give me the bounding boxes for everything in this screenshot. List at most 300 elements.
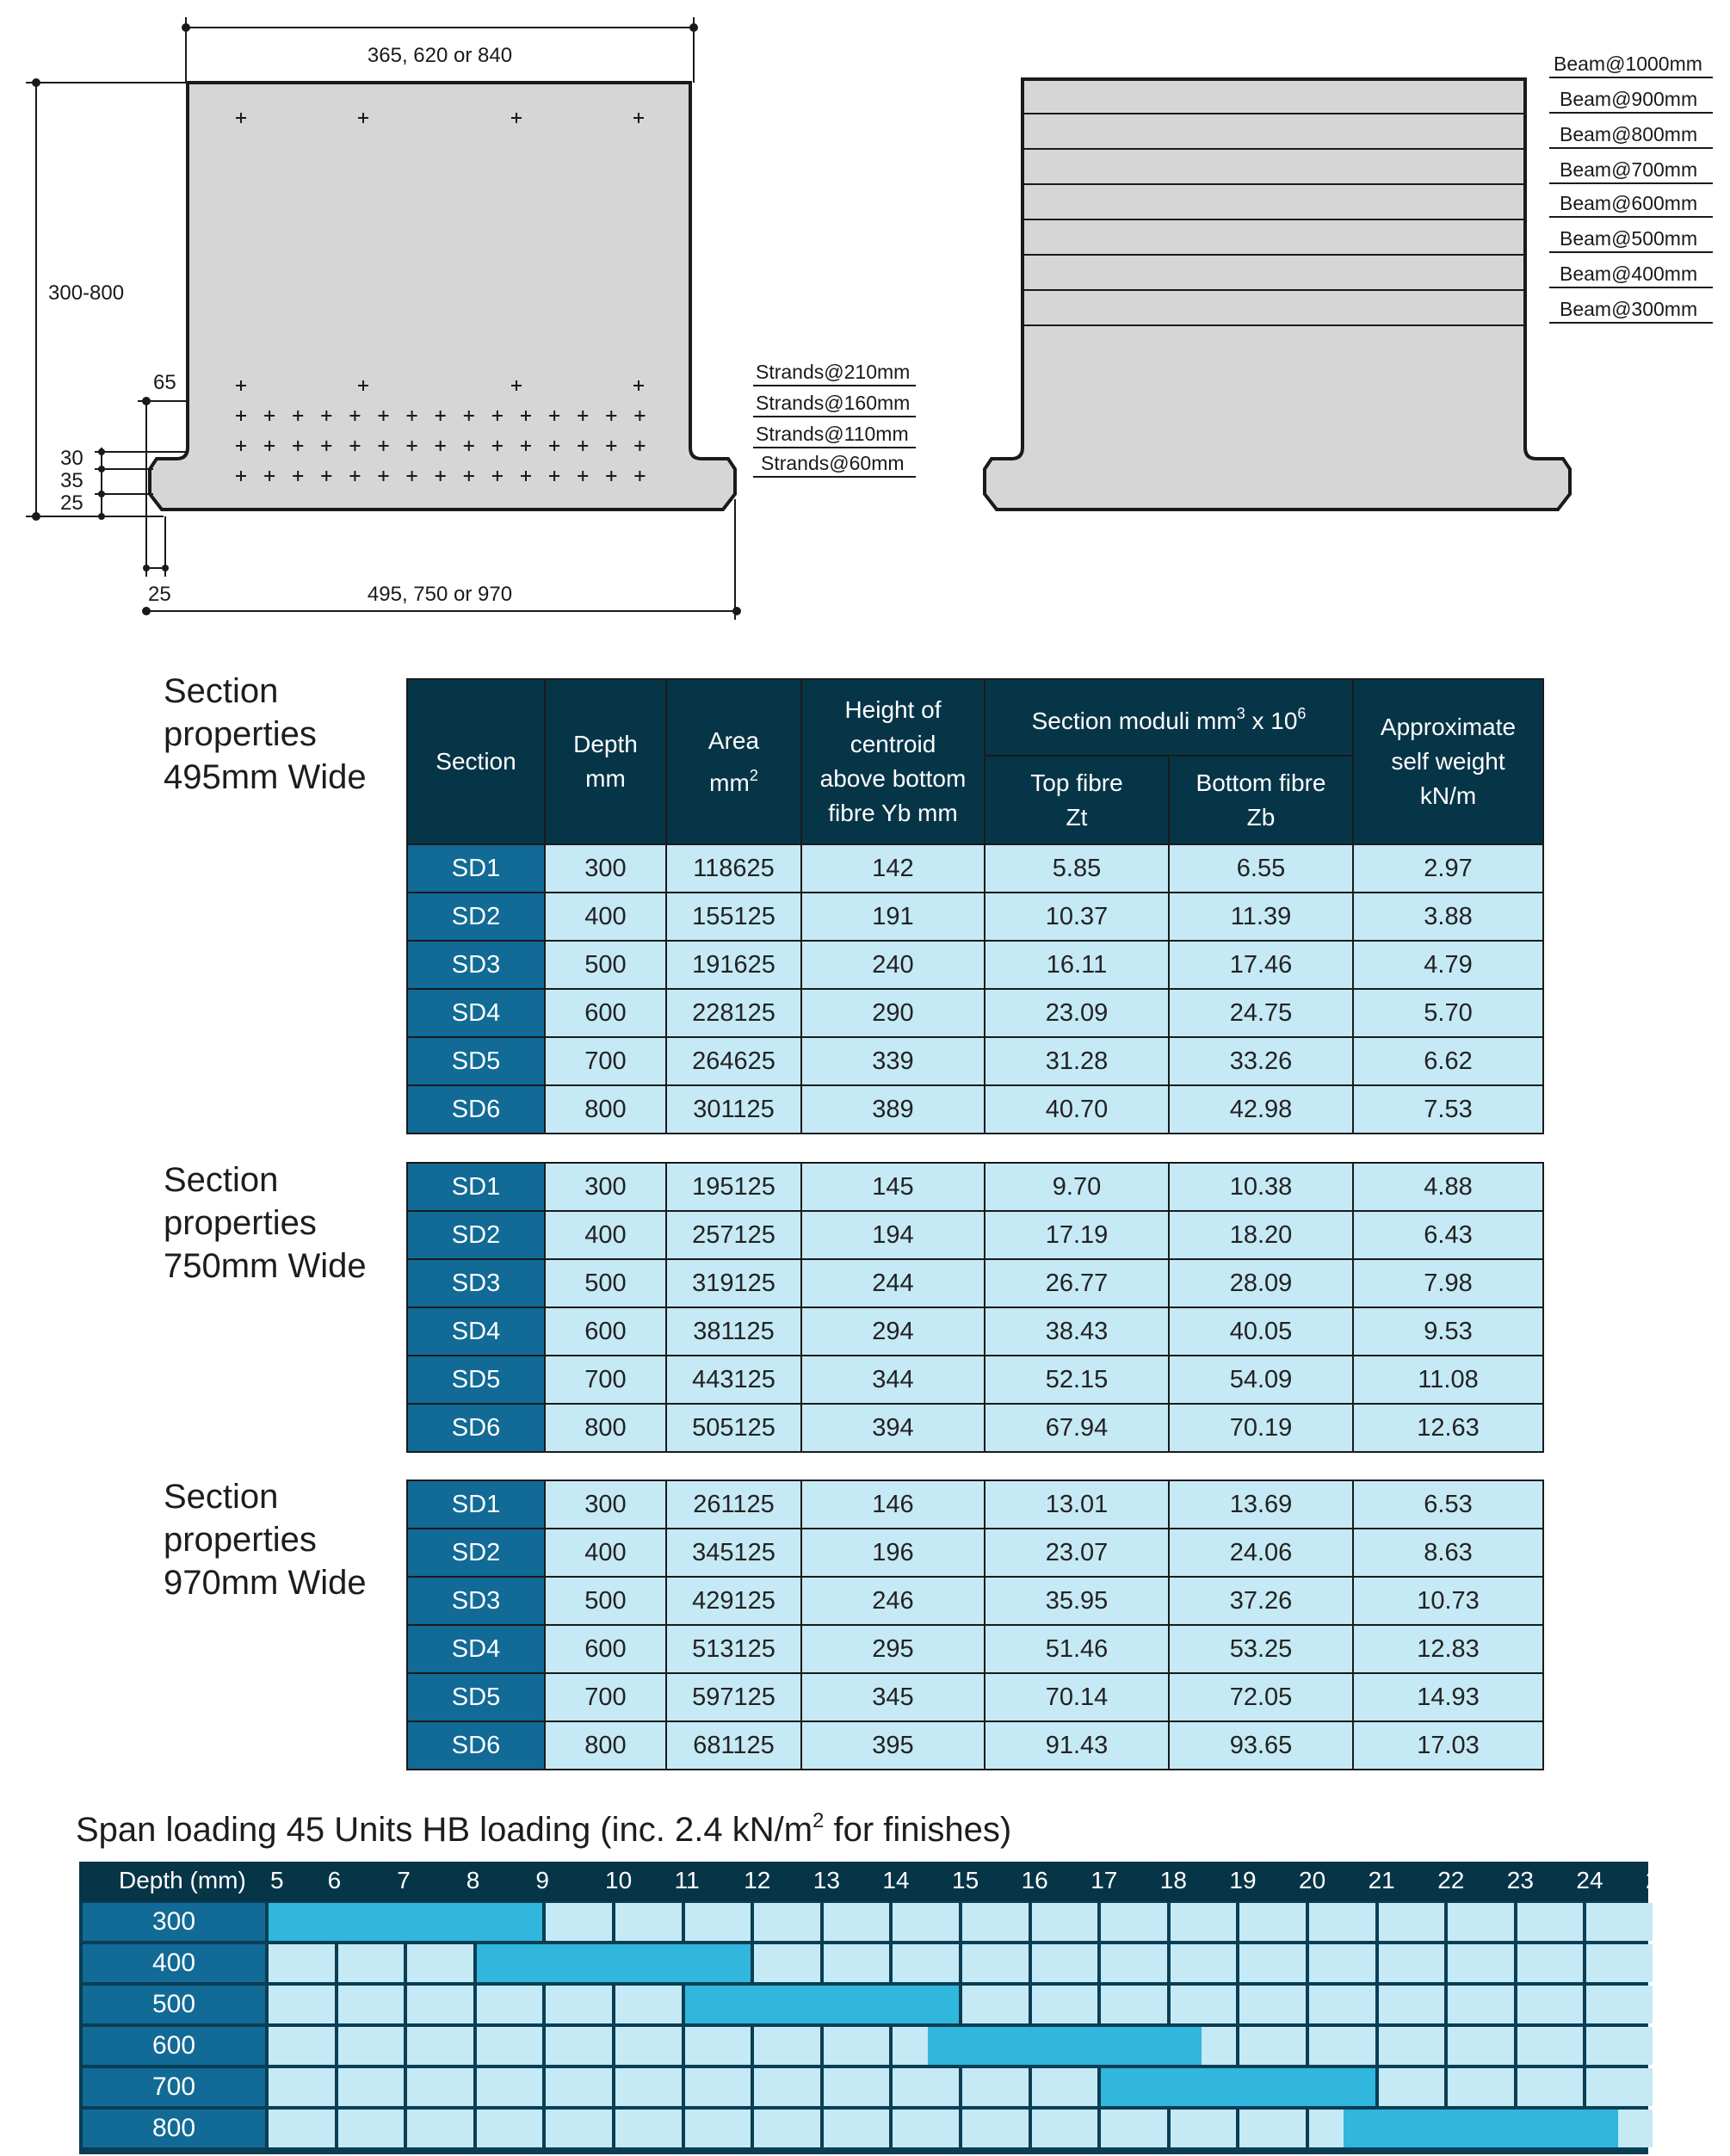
table-cell: 345125	[666, 1529, 801, 1577]
span-tick-label: 19	[1229, 1867, 1257, 1893]
section-id-cell: SD2	[407, 1529, 545, 1577]
table-row	[407, 1404, 1543, 1452]
table-row	[407, 1163, 1543, 1211]
table-cell: 53.25	[1169, 1625, 1353, 1673]
span-cell	[1586, 1903, 1653, 1941]
table-cell: 23.09	[985, 989, 1169, 1037]
table-cell: 196	[801, 1529, 985, 1577]
span-cell	[1239, 2110, 1306, 2147]
col-header-section-moduli: Section moduli $mm^3$ x $10^6$	[985, 679, 1353, 756]
span-cell	[962, 2068, 1029, 2106]
table-cell: 72.05	[1169, 1673, 1353, 1721]
span-cell	[754, 1944, 820, 1982]
table-cell: 13.69	[1169, 1480, 1353, 1529]
table-cell: 3.88	[1353, 893, 1543, 941]
span-cell	[1101, 1986, 1167, 2023]
span-cell	[1448, 2027, 1514, 2065]
span-cell	[477, 2110, 543, 2147]
table-row	[407, 893, 1543, 941]
span-tick-label: 22	[1437, 1867, 1465, 1893]
span-tick-label: 23	[1506, 1867, 1534, 1893]
span-cell	[685, 2027, 751, 2065]
span-range-bar	[1101, 2068, 1375, 2106]
table-cell: 35.95	[985, 1577, 1169, 1625]
span-range-bar	[928, 2027, 1202, 2065]
table-row	[407, 1529, 1543, 1577]
table-cell: 600	[545, 989, 666, 1037]
section-id-cell: SD3	[407, 1259, 545, 1307]
span-cell	[1379, 1944, 1445, 1982]
top-width-label: 365, 620 or 840	[367, 44, 513, 67]
span-cell	[1517, 2027, 1584, 2065]
span-cell	[546, 2110, 612, 2147]
beam-label-900: Beam@900mm	[1560, 88, 1698, 110]
table-cell: 17.19	[985, 1211, 1169, 1259]
span-cell	[269, 2068, 335, 2106]
table-cell: 12.83	[1353, 1625, 1543, 1673]
table-cell: 24.06	[1169, 1529, 1353, 1577]
beam-label-400: Beam@400mm	[1560, 263, 1698, 285]
col-header-self-weight: Approximate self weight kN/m	[1353, 679, 1543, 844]
table-cell: 17.46	[1169, 941, 1353, 989]
table-cell: 389	[801, 1085, 985, 1134]
span-tick-label: 15	[952, 1867, 979, 1893]
table-cell: 345	[801, 1673, 985, 1721]
table-cell: 70.19	[1169, 1404, 1353, 1452]
table-cell: 28.09	[1169, 1259, 1353, 1307]
table-cell: 500	[545, 1259, 666, 1307]
table-cell: 31.28	[985, 1037, 1169, 1085]
table-cell: 8.63	[1353, 1529, 1543, 1577]
span-cell	[477, 2027, 543, 2065]
table-cell: 12.63	[1353, 1404, 1543, 1452]
span-cell	[1448, 1944, 1514, 1982]
span-cell	[754, 2027, 820, 2065]
span-cell	[615, 2068, 682, 2106]
table-cell: 500	[545, 941, 666, 989]
beam-label-800: Beam@800mm	[1560, 123, 1698, 145]
table-row	[407, 1259, 1543, 1307]
table-row	[407, 1037, 1543, 1085]
table-cell: 294	[801, 1307, 985, 1356]
span-cell	[1379, 2068, 1445, 2106]
span-tick-label: 5	[270, 1867, 284, 1893]
section-id-cell: SD5	[407, 1673, 545, 1721]
table-cell: 228125	[666, 989, 801, 1037]
span-cell	[1171, 2110, 1237, 2147]
table-cell: 16.11	[985, 941, 1169, 989]
span-cell	[1309, 2027, 1375, 2065]
span-cell	[1239, 1986, 1306, 2023]
span-cell	[338, 1944, 405, 1982]
span-cell	[1239, 2027, 1306, 2065]
table-cell: 700	[545, 1037, 666, 1085]
span-cell	[546, 1986, 612, 2023]
span-cell	[824, 2068, 890, 2106]
span-cell	[824, 2027, 890, 2065]
table-cell: 191625	[666, 941, 801, 989]
table-cell: 4.79	[1353, 941, 1543, 989]
span-cell	[962, 1903, 1029, 1941]
span-cell	[1032, 1944, 1098, 1982]
depth-row-label: 300	[83, 1903, 265, 1941]
table-row	[407, 1721, 1543, 1770]
span-tick-label: 14	[882, 1867, 910, 1893]
section-id-cell: SD6	[407, 1721, 545, 1770]
span-range-bar	[685, 1986, 959, 2023]
span-cell	[1309, 1944, 1375, 1982]
span-tick-label: 6	[327, 1867, 342, 1893]
span-cell	[338, 2068, 405, 2106]
section-title-495: Section properties 495mm Wide	[164, 672, 367, 796]
table-cell: 6.43	[1353, 1211, 1543, 1259]
span-cell	[685, 2110, 751, 2147]
span-cell	[893, 2068, 959, 2106]
span-cell	[893, 2110, 959, 2147]
beam-label-700: Beam@700mm	[1560, 158, 1698, 181]
table-cell: 700	[545, 1356, 666, 1404]
section-id-cell: SD6	[407, 1404, 545, 1452]
table-cell: 505125	[666, 1404, 801, 1452]
table-cell: 264625	[666, 1037, 801, 1085]
span-cell	[1517, 1944, 1584, 1982]
depth-row-label: 700	[83, 2068, 265, 2106]
span-cell	[1101, 2110, 1167, 2147]
table-cell: 261125	[666, 1480, 801, 1529]
table-cell: 7.53	[1353, 1085, 1543, 1134]
table-row	[407, 1673, 1543, 1721]
span-cell	[477, 2068, 543, 2106]
beam-label-500: Beam@500mm	[1560, 227, 1698, 250]
section-properties-table-495	[406, 678, 1544, 1134]
table-cell: 9.53	[1353, 1307, 1543, 1356]
table-cell: 429125	[666, 1577, 801, 1625]
dim-25-bottom-label: 25	[148, 583, 171, 606]
col-header-top-fibre: Top fibre Zt	[985, 756, 1169, 844]
dim-25-label: 25	[60, 491, 83, 515]
span-cell	[615, 2027, 682, 2065]
table-cell: 257125	[666, 1211, 801, 1259]
table-cell: 155125	[666, 893, 801, 941]
beam-section-diagram	[0, 0, 947, 637]
dim-35-label: 35	[60, 469, 83, 492]
table-cell: 33.26	[1169, 1037, 1353, 1085]
col-header-bottom-fibre: Bottom fibre Zb	[1169, 756, 1353, 844]
span-cell	[407, 1944, 473, 1982]
span-cell	[754, 1903, 820, 1941]
span-cell	[1032, 1986, 1098, 2023]
table-cell: 400	[545, 893, 666, 941]
section-id-cell: SD4	[407, 1625, 545, 1673]
span-loading-header	[79, 1862, 1673, 1901]
span-range-bar	[477, 1944, 751, 1982]
table-cell: 800	[545, 1085, 666, 1134]
span-cell	[1309, 1986, 1375, 2023]
col-header-section: Section	[407, 679, 545, 844]
span-cell	[615, 2110, 682, 2147]
dim-30-label: 30	[60, 447, 83, 470]
table-cell: 93.65	[1169, 1721, 1353, 1770]
span-cell	[615, 1986, 682, 2023]
table-cell: 52.15	[985, 1356, 1169, 1404]
table-cell: 300	[545, 1480, 666, 1529]
span-cell	[962, 1944, 1029, 1982]
table-cell: 11.39	[1169, 893, 1353, 941]
span-cell	[1101, 1903, 1167, 1941]
table-cell: 394	[801, 1404, 985, 1452]
col-header-centroid-height: Height of centroid above bottom fibre Yb mm	[801, 679, 985, 844]
span-cell	[754, 2068, 820, 2106]
table-cell: 2.97	[1353, 844, 1543, 893]
section-id-cell: SD4	[407, 989, 545, 1037]
table-row	[407, 1356, 1543, 1404]
table-cell: 300	[545, 1163, 666, 1211]
table-cell: 38.43	[985, 1307, 1169, 1356]
depth-header-label: Depth (mm)	[119, 1867, 246, 1893]
span-cell	[407, 2068, 473, 2106]
table-cell: 18.20	[1169, 1211, 1353, 1259]
table-cell: 400	[545, 1529, 666, 1577]
span-cell	[546, 2027, 612, 2065]
beam-label-600: Beam@600mm	[1560, 192, 1698, 214]
span-tick-label: 7	[397, 1867, 411, 1893]
strand-label-110: Strands@110mm	[756, 423, 909, 445]
span-cell	[962, 1986, 1029, 2023]
span-cell	[546, 2068, 612, 2106]
span-tick-label: 11	[674, 1867, 700, 1893]
table-cell: 10.38	[1169, 1163, 1353, 1211]
beam-depth-diagram	[947, 0, 1730, 534]
span-tick-label: 24	[1576, 1867, 1603, 1893]
span-cell	[1448, 1903, 1514, 1941]
span-cell	[1239, 1903, 1306, 1941]
table-cell: 5.70	[1353, 989, 1543, 1037]
span-tick-label: 10	[605, 1867, 633, 1893]
table-cell: 6.62	[1353, 1037, 1543, 1085]
table-cell: 597125	[666, 1673, 801, 1721]
span-tick-label: 20	[1299, 1867, 1326, 1893]
span-cell	[1448, 2068, 1514, 2106]
span-tick-label: 13	[812, 1867, 840, 1893]
depth-row-label: 600	[83, 2027, 265, 2065]
span-cell	[1517, 1903, 1584, 1941]
span-cell	[824, 2110, 890, 2147]
col-header-area: Area $mm^2$	[666, 679, 801, 844]
span-cell	[685, 2068, 751, 2106]
table-cell: 300	[545, 844, 666, 893]
span-tick-label: 25	[1646, 1867, 1673, 1893]
dim-65-label: 65	[153, 371, 176, 394]
span-cell	[1517, 2068, 1584, 2106]
table-cell: 70.14	[985, 1673, 1169, 1721]
section-id-cell: SD1	[407, 1163, 545, 1211]
span-cell	[1448, 1986, 1514, 2023]
span-cell	[477, 1986, 543, 2023]
span-cell	[1171, 1986, 1237, 2023]
table-cell: 23.07	[985, 1529, 1169, 1577]
section-id-cell: SD2	[407, 893, 545, 941]
table-cell: 443125	[666, 1356, 801, 1404]
section-id-cell: SD3	[407, 1577, 545, 1625]
table-cell: 600	[545, 1625, 666, 1673]
span-cell	[893, 1944, 959, 1982]
span-cell	[338, 2110, 405, 2147]
span-cell	[1379, 1986, 1445, 2023]
span-loading-title: Span loading 45 Units HB loading (inc. 2.4 $kN/m^2$ for finishes)	[76, 1809, 1012, 1849]
table-cell: 194	[801, 1211, 985, 1259]
table-cell: 118625	[666, 844, 801, 893]
beam-label-300: Beam@300mm	[1560, 298, 1698, 320]
table-cell: 681125	[666, 1721, 801, 1770]
section-id-cell: SD4	[407, 1307, 545, 1356]
span-cell	[962, 2110, 1029, 2147]
table-row	[407, 1625, 1543, 1673]
depth-row-label: 500	[83, 1986, 265, 2023]
table-row	[407, 989, 1543, 1037]
table-cell: 26.77	[985, 1259, 1169, 1307]
table-cell: 24.75	[1169, 989, 1353, 1037]
span-cell	[1239, 1944, 1306, 1982]
section-id-cell: SD1	[407, 844, 545, 893]
depth-row-label: 400	[83, 1944, 265, 1982]
col-header-depth: Depth mm	[545, 679, 666, 844]
section-id-cell: SD5	[407, 1356, 545, 1404]
table-cell: 10.37	[985, 893, 1169, 941]
table-row	[407, 1480, 1543, 1529]
table-row	[407, 1307, 1543, 1356]
span-cell	[1171, 1903, 1237, 1941]
span-cell	[1032, 1903, 1098, 1941]
span-cell	[338, 2027, 405, 2065]
table-cell: 246	[801, 1577, 985, 1625]
table-cell: 6.53	[1353, 1480, 1543, 1529]
section-title-970: Section properties 970mm Wide	[164, 1478, 367, 1602]
bottom-width-label: 495, 750 or 970	[367, 583, 513, 606]
table-cell: 91.43	[985, 1721, 1169, 1770]
span-range-bar	[269, 1903, 542, 1941]
span-cell	[1171, 1944, 1237, 1982]
depth-row-label: 800	[83, 2110, 265, 2147]
span-cell	[269, 2027, 335, 2065]
table-cell: 600	[545, 1307, 666, 1356]
section-id-cell: SD3	[407, 941, 545, 989]
table-cell: 40.70	[985, 1085, 1169, 1134]
table-cell: 244	[801, 1259, 985, 1307]
span-cell	[407, 2027, 473, 2065]
table-cell: 290	[801, 989, 985, 1037]
span-tick-label: 17	[1091, 1867, 1118, 1893]
span-cell	[407, 1986, 473, 2023]
span-cell	[269, 1986, 335, 2023]
span-cell	[1586, 2068, 1653, 2106]
span-cell	[1586, 2027, 1653, 2065]
table-cell: 54.09	[1169, 1356, 1353, 1404]
span-cell	[1586, 1944, 1653, 1982]
section-id-cell: SD2	[407, 1211, 545, 1259]
table-cell: 142	[801, 844, 985, 893]
table-cell: 17.03	[1353, 1721, 1543, 1770]
span-cell	[615, 1903, 682, 1941]
table-cell: 6.55	[1169, 844, 1353, 893]
span-cell	[1379, 1903, 1445, 1941]
section-properties-table-970	[406, 1480, 1544, 1770]
span-cell	[1379, 2027, 1445, 2065]
span-cell	[754, 2110, 820, 2147]
table-cell: 146	[801, 1480, 985, 1529]
strand-label-160: Strands@160mm	[756, 392, 911, 414]
table-cell: 195125	[666, 1163, 801, 1211]
table-cell: 500	[545, 1577, 666, 1625]
span-tick-label: 12	[744, 1867, 771, 1893]
table-cell: 5.85	[985, 844, 1169, 893]
section-id-cell: SD5	[407, 1037, 545, 1085]
table-row	[407, 1577, 1543, 1625]
beam-label-1000: Beam@1000mm	[1554, 53, 1702, 75]
table-row	[407, 941, 1543, 989]
table-cell: 400	[545, 1211, 666, 1259]
span-cell	[338, 1986, 405, 2023]
span-cell	[269, 2110, 335, 2147]
span-tick-label: 8	[466, 1867, 480, 1893]
table-row	[407, 1085, 1543, 1134]
table-cell: 700	[545, 1673, 666, 1721]
table-cell: 301125	[666, 1085, 801, 1134]
table-cell: 4.88	[1353, 1163, 1543, 1211]
table-cell: 11.08	[1353, 1356, 1543, 1404]
table-cell: 295	[801, 1625, 985, 1673]
table-cell: 395	[801, 1721, 985, 1770]
height-range-label: 300-800	[48, 281, 125, 305]
table-cell: 7.98	[1353, 1259, 1543, 1307]
span-cell	[1586, 1986, 1653, 2023]
span-cell	[824, 1944, 890, 1982]
table-cell: 9.70	[985, 1163, 1169, 1211]
table-cell: 37.26	[1169, 1577, 1353, 1625]
span-cell	[407, 2110, 473, 2147]
table-cell: 10.73	[1353, 1577, 1543, 1625]
beam-depth-shape	[985, 79, 1570, 510]
table-cell: 513125	[666, 1625, 801, 1673]
span-cell	[269, 1944, 335, 1982]
span-cell	[1032, 2068, 1098, 2106]
span-loading-grid	[79, 1862, 1673, 2154]
section-id-cell: SD1	[407, 1480, 545, 1529]
table-cell: 51.46	[985, 1625, 1169, 1673]
table-cell: 145	[801, 1163, 985, 1211]
table-cell: 191	[801, 893, 985, 941]
table-cell: 800	[545, 1404, 666, 1452]
span-cell	[893, 1903, 959, 1941]
table-cell: 319125	[666, 1259, 801, 1307]
strand-label-210: Strands@210mm	[756, 361, 911, 383]
table-cell: 800	[545, 1721, 666, 1770]
span-cell	[1517, 1986, 1584, 2023]
span-tick-label: 21	[1368, 1867, 1395, 1893]
table-row	[407, 844, 1543, 893]
span-cell	[685, 1903, 751, 1941]
span-tick-label: 16	[1021, 1867, 1048, 1893]
table-cell: 240	[801, 941, 985, 989]
table-cell: 339	[801, 1037, 985, 1085]
section-properties-table-750	[406, 1162, 1544, 1453]
span-tick-label: 18	[1159, 1867, 1187, 1893]
section-title-750: Section properties 750mm Wide	[164, 1161, 367, 1285]
span-cell	[1032, 2110, 1098, 2147]
table-cell: 42.98	[1169, 1085, 1353, 1134]
strand-label-60: Strands@60mm	[761, 452, 905, 474]
table-cell: 14.93	[1353, 1673, 1543, 1721]
table-cell: 67.94	[985, 1404, 1169, 1452]
